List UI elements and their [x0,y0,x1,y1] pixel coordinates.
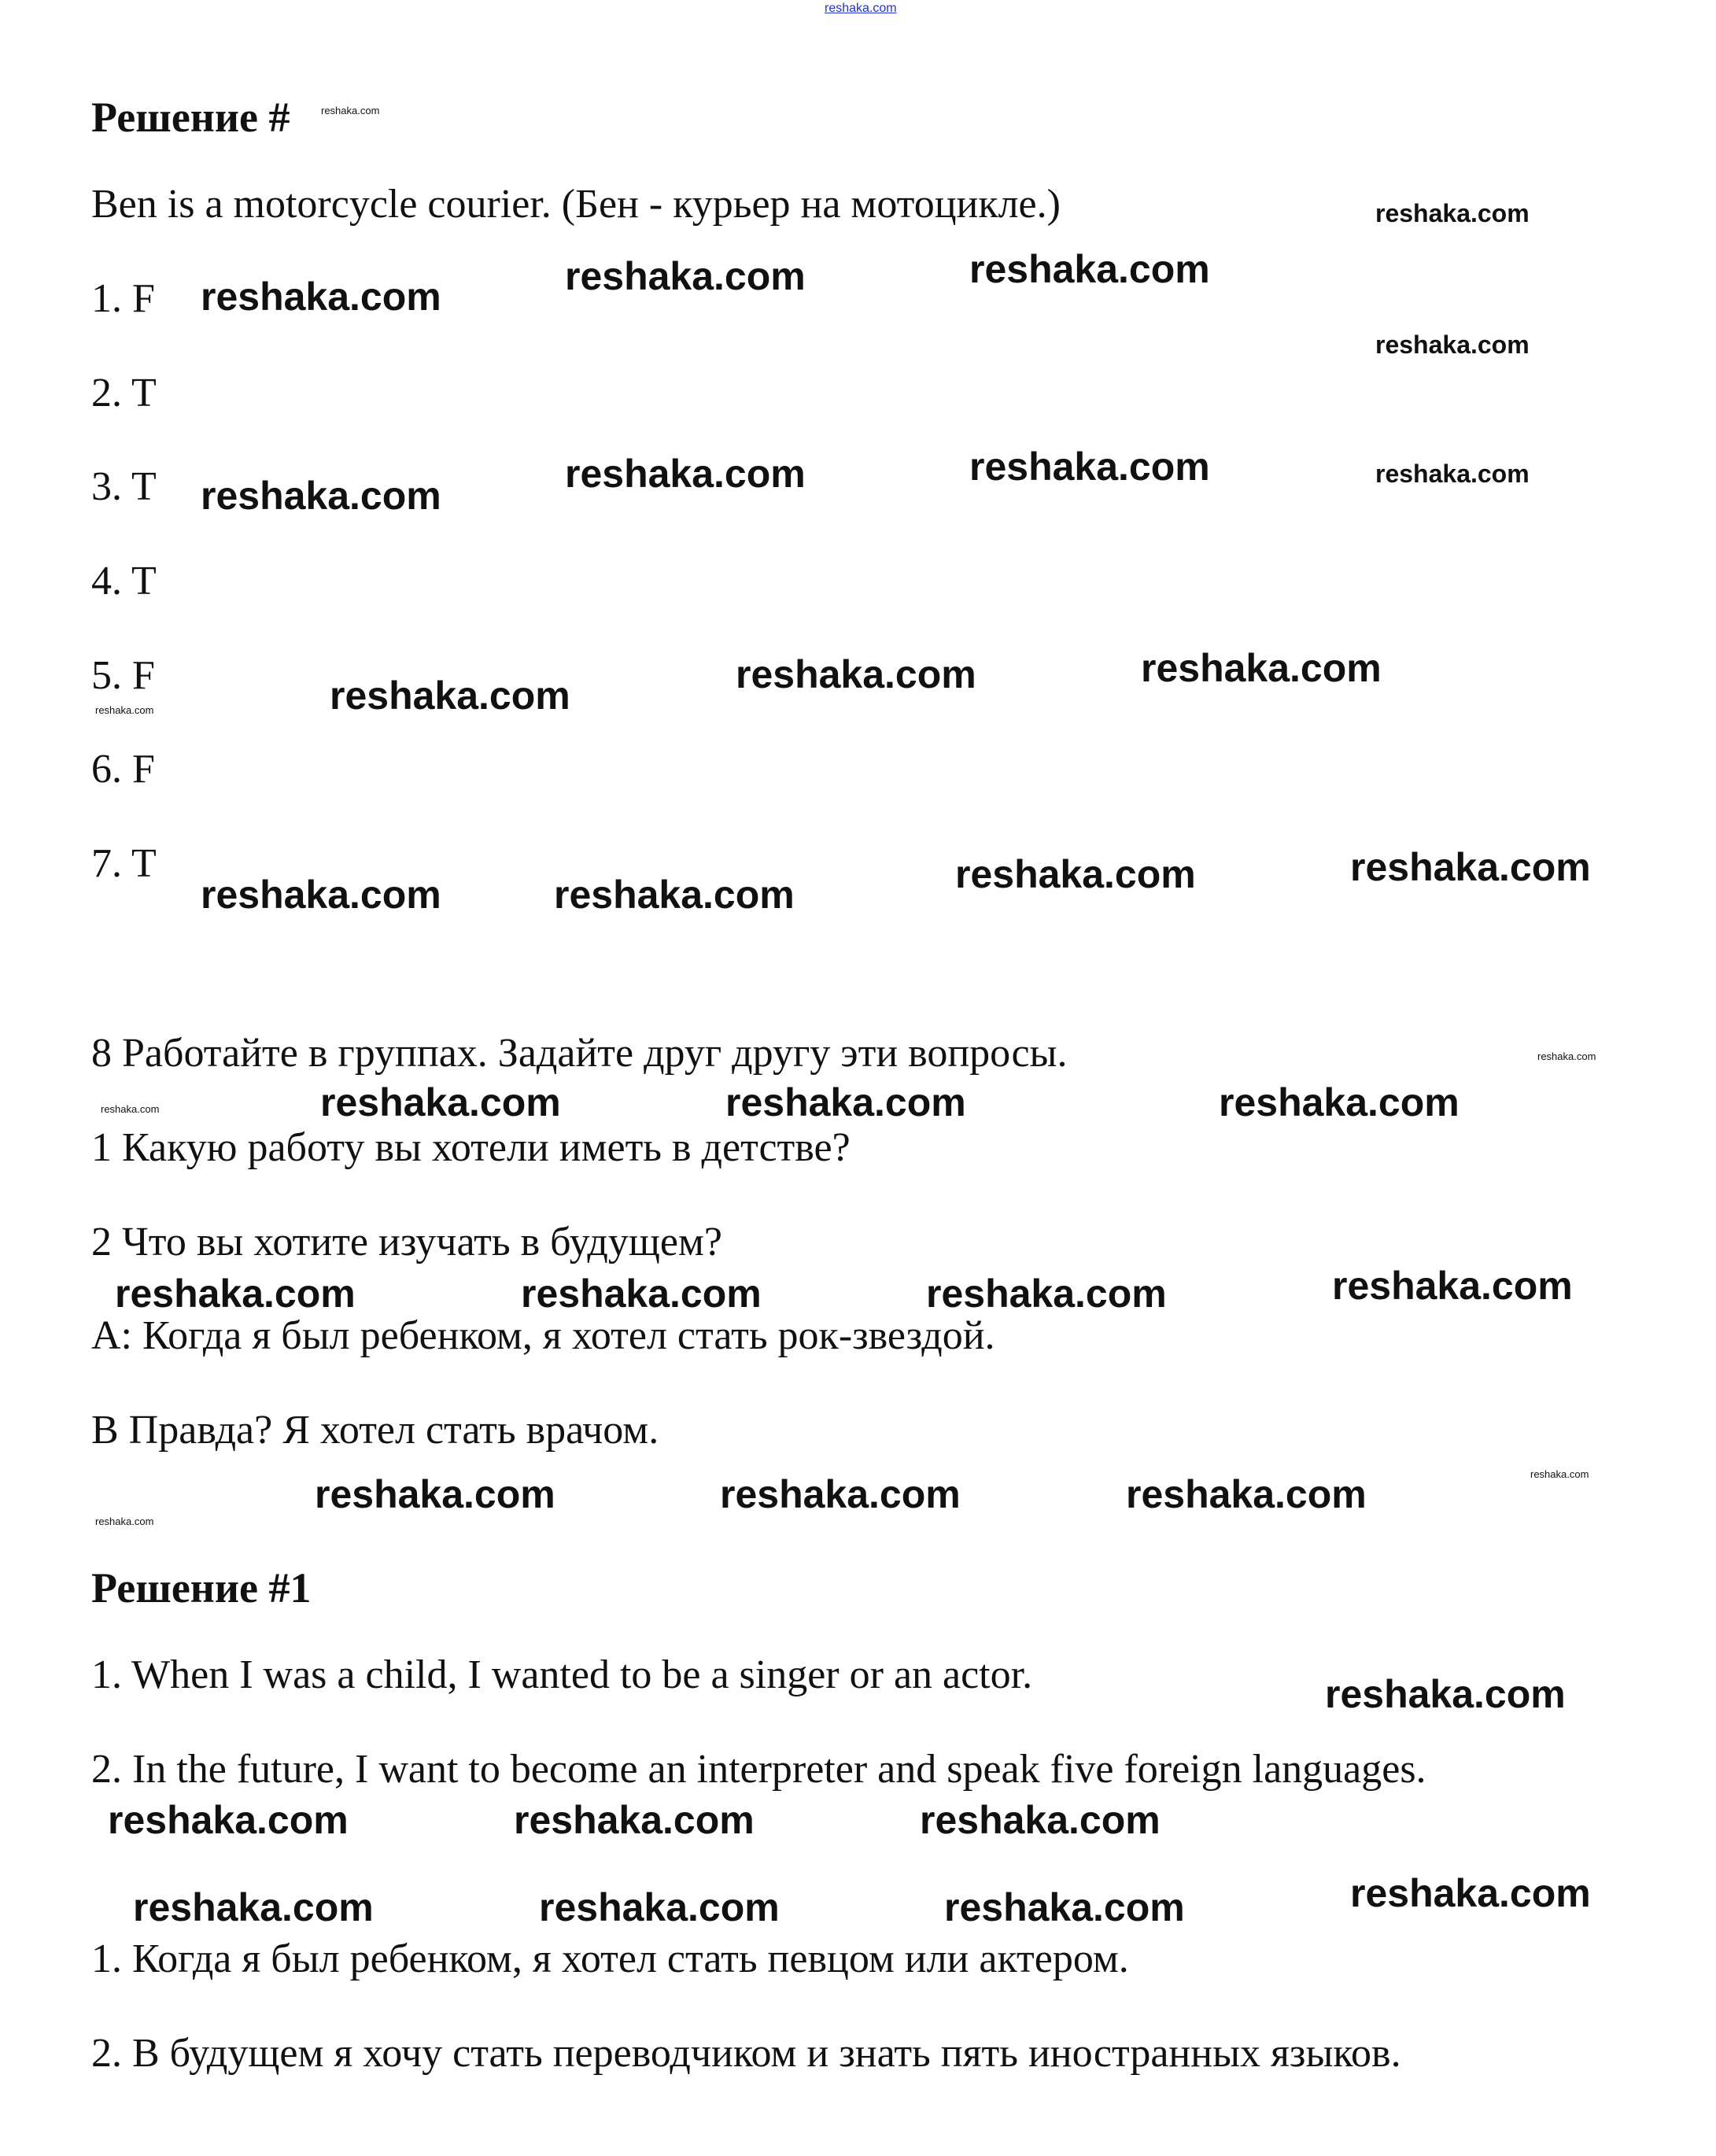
watermark: reshaka.com [1350,845,1591,889]
watermark: reshaka.com [521,1272,762,1316]
watermark: reshaka.com [201,474,441,518]
watermark: reshaka.com [1332,1264,1573,1308]
question-1: 1 Какую работу вы хотели иметь в детстве? [91,1125,851,1170]
answer-6: 6. F [91,747,155,792]
watermark: reshaka.com [320,1080,561,1124]
watermark: reshaka.com [101,1103,160,1115]
watermark: reshaka.com [1350,1871,1591,1915]
solution-heading: Решение # [91,94,290,141]
watermark: reshaka.com [201,275,441,319]
watermark: reshaka.com [95,704,154,716]
watermark: reshaka.com [736,652,976,696]
answer-5: 5. F [91,653,155,698]
watermark: reshaka.com [514,1798,755,1842]
watermark: reshaka.com [1375,199,1530,227]
task-text: 8 Работайте в группах. Задайте друг другу эти вопросы. [91,1031,1068,1076]
watermark: reshaka.com [955,852,1196,896]
dialogue-a: A: Когда я был ребенком, я хотел стать рок-звездой. [91,1313,995,1358]
english-answer-1: 1. When I was a child, I wanted to be a singer or an actor. [91,1652,1033,1697]
watermark: reshaka.com [201,873,441,917]
watermark: reshaka.com [920,1798,1161,1842]
watermark: reshaka.com [1530,1468,1589,1480]
watermark: reshaka.com [539,1885,780,1929]
watermark: reshaka.com [321,105,380,116]
watermark: reshaka.com [1325,1672,1566,1716]
answer-4: 4. T [91,559,157,604]
watermark: reshaka.com [554,873,795,917]
watermark: reshaka.com [1375,330,1530,359]
watermark: reshaka.com [720,1472,961,1516]
site-link[interactable]: reshaka.com [825,2,897,15]
watermark: reshaka.com [944,1885,1185,1929]
watermark: reshaka.com [969,247,1210,291]
watermark: reshaka.com [108,1798,349,1842]
watermark: reshaka.com [1537,1050,1596,1062]
solution-1-heading: Решение #1 [91,1564,312,1611]
watermark: reshaka.com [565,254,806,298]
watermark: reshaka.com [330,674,570,718]
watermark: reshaka.com [115,1272,356,1316]
intro-text: Ben is a motorcycle courier. (Бен - курьер на мотоцикле.) [91,182,1061,227]
dialogue-b: B Правда? Я хотел стать врачом. [91,1408,659,1453]
answer-7: 7. T [91,841,157,886]
watermark: reshaka.com [315,1472,555,1516]
watermark: reshaka.com [565,452,806,496]
watermark: reshaka.com [1126,1472,1367,1516]
watermark: reshaka.com [95,1515,154,1527]
watermark: reshaka.com [1375,460,1530,488]
watermark: reshaka.com [926,1272,1167,1316]
answer-2: 2. T [91,371,157,415]
watermark: reshaka.com [1141,646,1382,690]
russian-answer-2: 2. В будущем я хочу стать переводчиком и знать пять иностранных языков. [91,2031,1401,2076]
watermark: reshaka.com [133,1885,374,1929]
watermark: reshaka.com [1219,1080,1460,1124]
answer-1: 1. F [91,276,155,321]
watermark: reshaka.com [725,1080,966,1124]
russian-answer-1: 1. Когда я был ребенком, я хотел стать певцом или актером. [91,1936,1129,1981]
question-2: 2 Что вы хотите изучать в будущем? [91,1220,722,1264]
english-answer-2: 2. In the future, I want to become an interpreter and speak five foreign languages. [91,1747,1426,1792]
watermark: reshaka.com [969,445,1210,489]
answer-3: 3. T [91,464,157,509]
